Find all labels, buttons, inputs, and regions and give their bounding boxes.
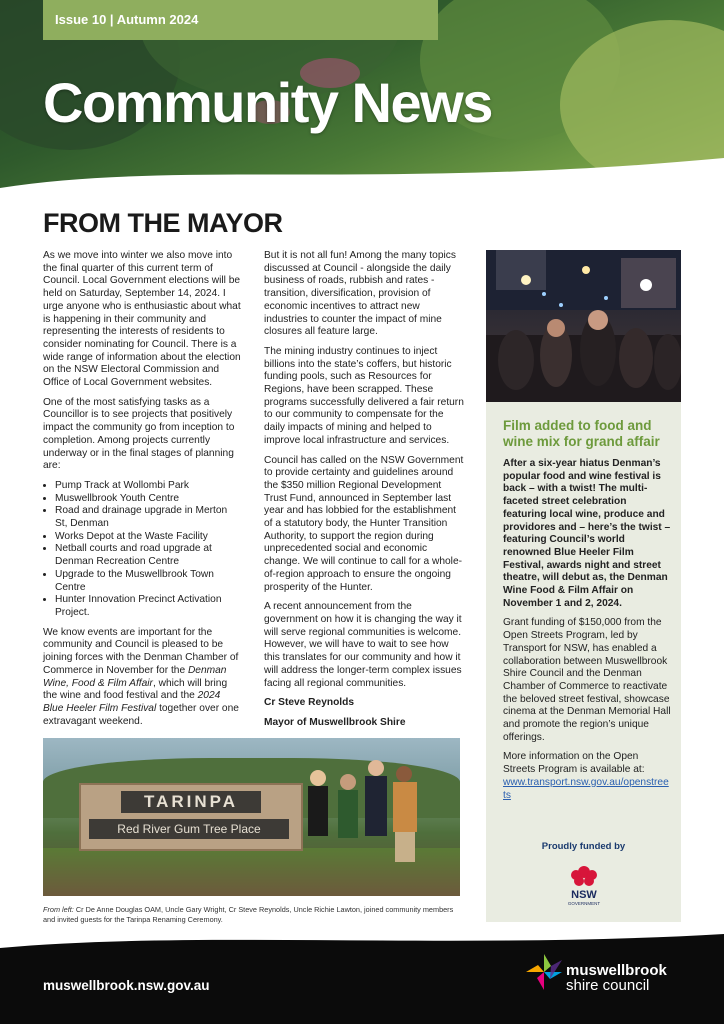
text: We know events are important for the community and Council is pleased to be joining forces with the Denman Chamber of Commerce in November for the xyxy=(43,626,239,676)
caption-lead: From left: xyxy=(43,905,74,914)
mayor-column-1 xyxy=(43,250,241,735)
text: together over one extravagant weekend. xyxy=(43,702,239,727)
caption-text: Cr De Anne Douglas OAM, Uncle Gary Wright, Cr Steve Reynolds, Uncle Richie Lawton, joined community members and invited guests for the Tarinpa Renaming Ceremony. xyxy=(43,905,454,924)
footer-website[interactable]: muswellbrook.nsw.gov.au xyxy=(43,978,210,993)
list-item: • Road and drainage upgrade in Merton St, Denman xyxy=(55,505,241,530)
list-item: • Works Depot at the Waste Facility xyxy=(55,531,241,544)
event-name: Denman Wine, Food & Film Affair xyxy=(43,664,227,689)
nsw-logo-subtext: GOVERNMENT xyxy=(567,901,601,906)
mayor-column-2 xyxy=(264,250,464,737)
council-logo-icon xyxy=(524,952,564,992)
masthead-title: Community News xyxy=(43,71,492,134)
sidebar-title: Film added to food and wine mix for grand affair xyxy=(503,418,660,449)
sign-top-text: TARINPA xyxy=(121,791,261,813)
paragraph: After a six-year hiatus Denman’s popular food and wine festival is back – with a twist! The multi-faceted street celebration featuring local wine, produce and providores and – here’s the twist – featuring Council’s world renowned Blue Heeler Film Festival, awards night and street theatre, will debut as, the Denman Wine Food & Film Affair on November 1 and 2, 2024. xyxy=(503,458,671,609)
open-streets-link[interactable]: www.transport.nsw.gov.au/openstreets xyxy=(503,776,669,801)
funded-by-label: Proudly funded by xyxy=(541,841,626,852)
people-group xyxy=(298,748,428,896)
list-item: • Pump Track at Wollombi Park xyxy=(55,480,241,493)
paragraph: More information on the Open Streets Program is available at: xyxy=(503,751,645,776)
list-item: • Upgrade to the Muswellbrook Town Centre xyxy=(55,569,241,594)
paragraph: A recent announcement from the government on how it is changing the way it will serve regional communities is welcome. However, we will have to wait to see how this translates for our community and how it will address the longer-term complex issues facing all regional communities. xyxy=(264,601,462,689)
sidebar-body xyxy=(503,458,671,802)
project-list xyxy=(43,480,241,620)
list-item: • Muswellbrook Youth Centre xyxy=(55,493,241,506)
paragraph: Council has called on the NSW Government to provide certainty and guidelines around the $350 million Regional Development Trust Fund, announced in September last year and has lobbied for the establishment of a statutory body, the Hunter Transition Authority, to support the region during unprecedented social and economic change. We will continue to call for a whole-of-region approach to ensure the ongoing prosperity of the Hunter. xyxy=(264,454,464,593)
sign-bottom-text: Red River Gum Tree Place xyxy=(89,819,289,839)
issue-label: Issue 10 | Autumn 2024 xyxy=(43,0,438,40)
festival-photo xyxy=(486,250,681,402)
header-banner xyxy=(0,0,724,205)
paragraph: Grant funding of $150,000 from the Open Streets Program, led by Transport for NSW, has enabled a collaboration between Muswellbrook Shire Council and the Denman Chamber of Commerce to reactivate the beloved street festival, showcase cinema at the Denman Memorial Hall and promote the region’s unique offerings. xyxy=(503,617,671,743)
paragraph xyxy=(43,627,241,729)
festival-photo-scene xyxy=(486,250,681,402)
paragraph: As we move into winter we also move into the final quarter of this current term of Council. Local Government elections will be held on Saturday, September 14, 2024. I urge anyone who is enthusiastic about what is happening in their community and representing the interests of residents to consider nominating for Council. There is a wide range of information about the election on the NSW Electoral Commission and Office of Local Government websites. xyxy=(43,250,241,389)
council-name-line2: shire council xyxy=(566,977,650,994)
nsw-logo-text: NSW xyxy=(571,889,597,901)
header-wave xyxy=(0,150,724,205)
signature-name: Cr Steve Reynolds xyxy=(264,697,355,709)
signature-role: Mayor of Muswellbrook Shire xyxy=(264,716,406,728)
council-name-line1: muswellbrook xyxy=(566,962,667,979)
mayor-heading: FROM THE MAYOR xyxy=(43,208,283,238)
photo-caption xyxy=(43,905,463,924)
tarinpa-photo xyxy=(43,738,460,896)
event-name: 2024 Blue Heeler Film Festival xyxy=(43,690,221,714)
council-name xyxy=(566,963,667,993)
list-item: • Hunter Innovation Precinct Activation Project. xyxy=(55,594,241,619)
tarinpa-sign xyxy=(79,783,303,851)
paragraph: One of the most satisfying tasks as a Councillor is to see projects that positively impact the community go from inception to completion. Among projects currently underway or in the final stages of planning are: xyxy=(43,396,235,472)
list-item: • Netball courts and road upgrade at Denman Recreation Centre xyxy=(55,543,241,568)
text: , which will bring the wine and food festival and the xyxy=(43,677,228,702)
paragraph: The mining industry continues to inject billions into the state’s coffers, but historic funding pools, such as Resources for Regions, have been scrapped. These programs successfully delivered a fair return to our community to compensate for the daily impacts of mining and helped to improve local infrastructure and services. xyxy=(264,345,464,446)
paragraph: But it is not all fun! Among the many topics discussed at Council - alongside the daily business of roads, rubbish and rates - transition, diversification, provision of economic incentives to attract new industries to counter the impact of mine closures all feature large. xyxy=(264,250,456,338)
sidebar-panel xyxy=(486,250,681,922)
nsw-government-logo xyxy=(558,858,610,910)
